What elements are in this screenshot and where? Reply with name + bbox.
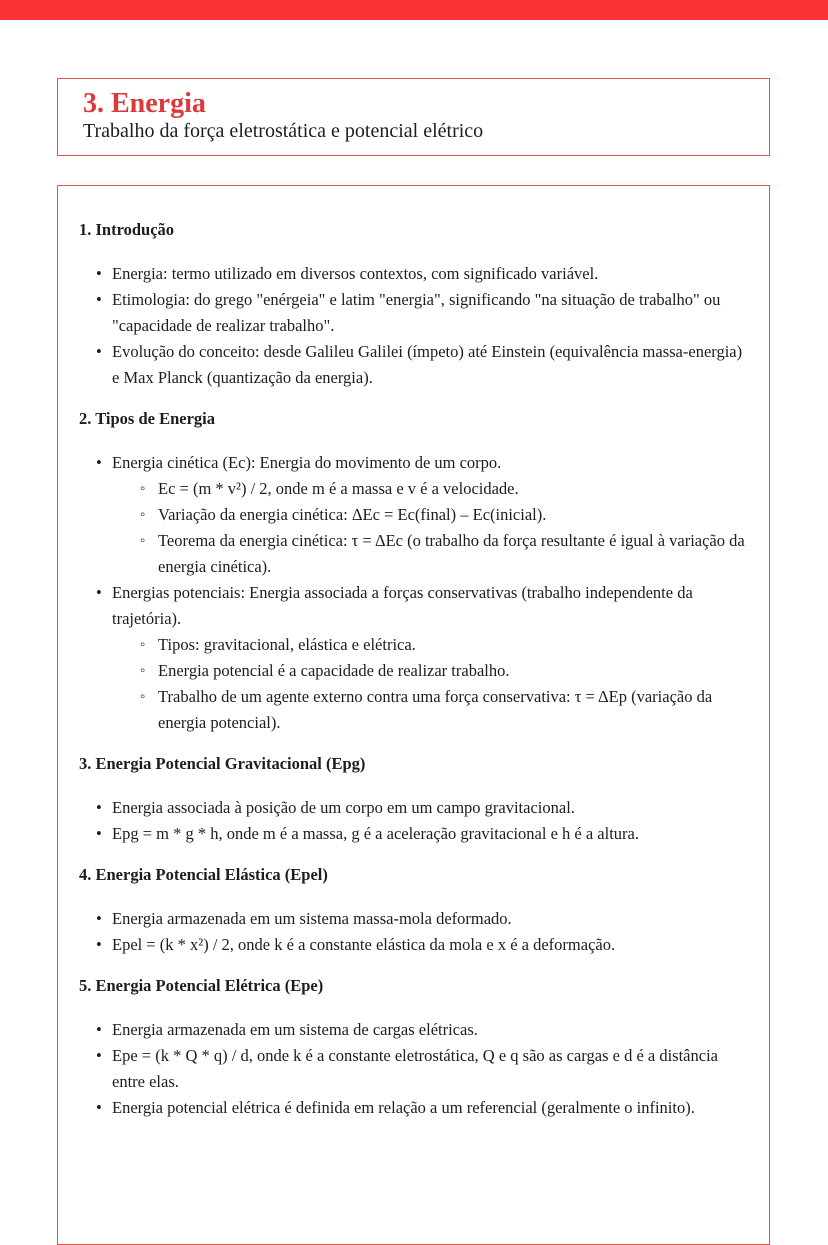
section-heading: 1. Introdução: [79, 220, 175, 239]
list-item: [79, 450, 753, 580]
list-item-text: Energia cinética (Ec): Energia do movimento de um corpo.: [112, 453, 502, 472]
content-card: [57, 185, 770, 1245]
list-item: • Epg = m * g * h, onde m é a massa, g é a aceleração gravitacional e h é a altura.: [79, 821, 753, 847]
list-item: • Epel = (k * x²) / 2, onde k é a constante elástica da mola e x é a deformação.: [79, 932, 753, 958]
section-heading: 5. Energia Potencial Elétrica (Epe): [79, 976, 324, 995]
sub-list-item: ◦ Ec = (m * v²) / 2, onde m é a massa e v é a velocidade.: [112, 476, 753, 502]
section-energia-potencial-eletrica: [79, 973, 753, 1121]
sub-list-item: ◦ Variação da energia cinética: ΔEc = Ec(final) – Ec(inicial).: [112, 502, 753, 528]
list-item: • Energia potencial elétrica é definida em relação a um referencial (geralmente o infinito).: [79, 1095, 753, 1121]
bullet-list: [79, 450, 753, 736]
page-title: 3. Energia: [83, 88, 206, 119]
top-accent-bar: [0, 0, 828, 20]
list-item-text: Energias potenciais: Energia associada a forças conservativas (trabalho independente da trajetória).: [112, 583, 693, 628]
section-introducao: [79, 217, 753, 391]
list-item: • Etimologia: do grego "enérgeia" e latim "energia", significando "na situação de trabalho" ou "capacidade de realizar trabalho".: [79, 287, 753, 339]
sub-bullet-list: [112, 632, 753, 736]
list-item: • Energia armazenada em um sistema de cargas elétricas.: [79, 1017, 753, 1043]
list-item: • Energia: termo utilizado em diversos contextos, com significado variável.: [79, 261, 753, 287]
sub-list-item: ◦ Trabalho de um agente externo contra uma força conservativa: τ = ΔEp (variação da energia potencial).: [112, 684, 753, 736]
sub-list-item: ◦ Energia potencial é a capacidade de realizar trabalho.: [112, 658, 753, 684]
section-tipos-de-energia: [79, 406, 753, 736]
list-item: • Energia armazenada em um sistema massa-mola deformado.: [79, 906, 753, 932]
bullet-list: [79, 906, 753, 958]
bullet-list: [79, 261, 753, 391]
list-item: [79, 580, 753, 736]
section-heading: 4. Energia Potencial Elástica (Epel): [79, 865, 328, 884]
list-item: • Energia associada à posição de um corpo em um campo gravitacional.: [79, 795, 753, 821]
sub-list-item: ◦ Tipos: gravitacional, elástica e elétrica.: [112, 632, 753, 658]
section-heading: 2. Tipos de Energia: [79, 409, 216, 428]
bullet-list: [79, 1017, 753, 1121]
list-item: • Evolução do conceito: desde Galileu Galilei (ímpeto) até Einstein (equivalência massa-energia) e Max Planck (quantização da energia).: [79, 339, 753, 391]
section-heading: 3. Energia Potencial Gravitacional (Epg): [79, 754, 366, 773]
sub-bullet-list: [112, 476, 753, 580]
section-energia-potencial-elastica: [79, 862, 753, 958]
sub-list-item: ◦ Teorema da energia cinética: τ = ΔEc (o trabalho da força resultante é igual à variação da energia cinética).: [112, 528, 753, 580]
list-item: • Epe = (k * Q * q) / d, onde k é a constante eletrostática, Q e q são as cargas e d é a distância entre elas.: [79, 1043, 753, 1095]
section-energia-potencial-gravitacional: [79, 751, 753, 847]
bullet-list: [79, 795, 753, 847]
title-card: [57, 78, 770, 156]
page-subtitle: Trabalho da força eletrostática e potencial elétrico: [83, 120, 484, 142]
